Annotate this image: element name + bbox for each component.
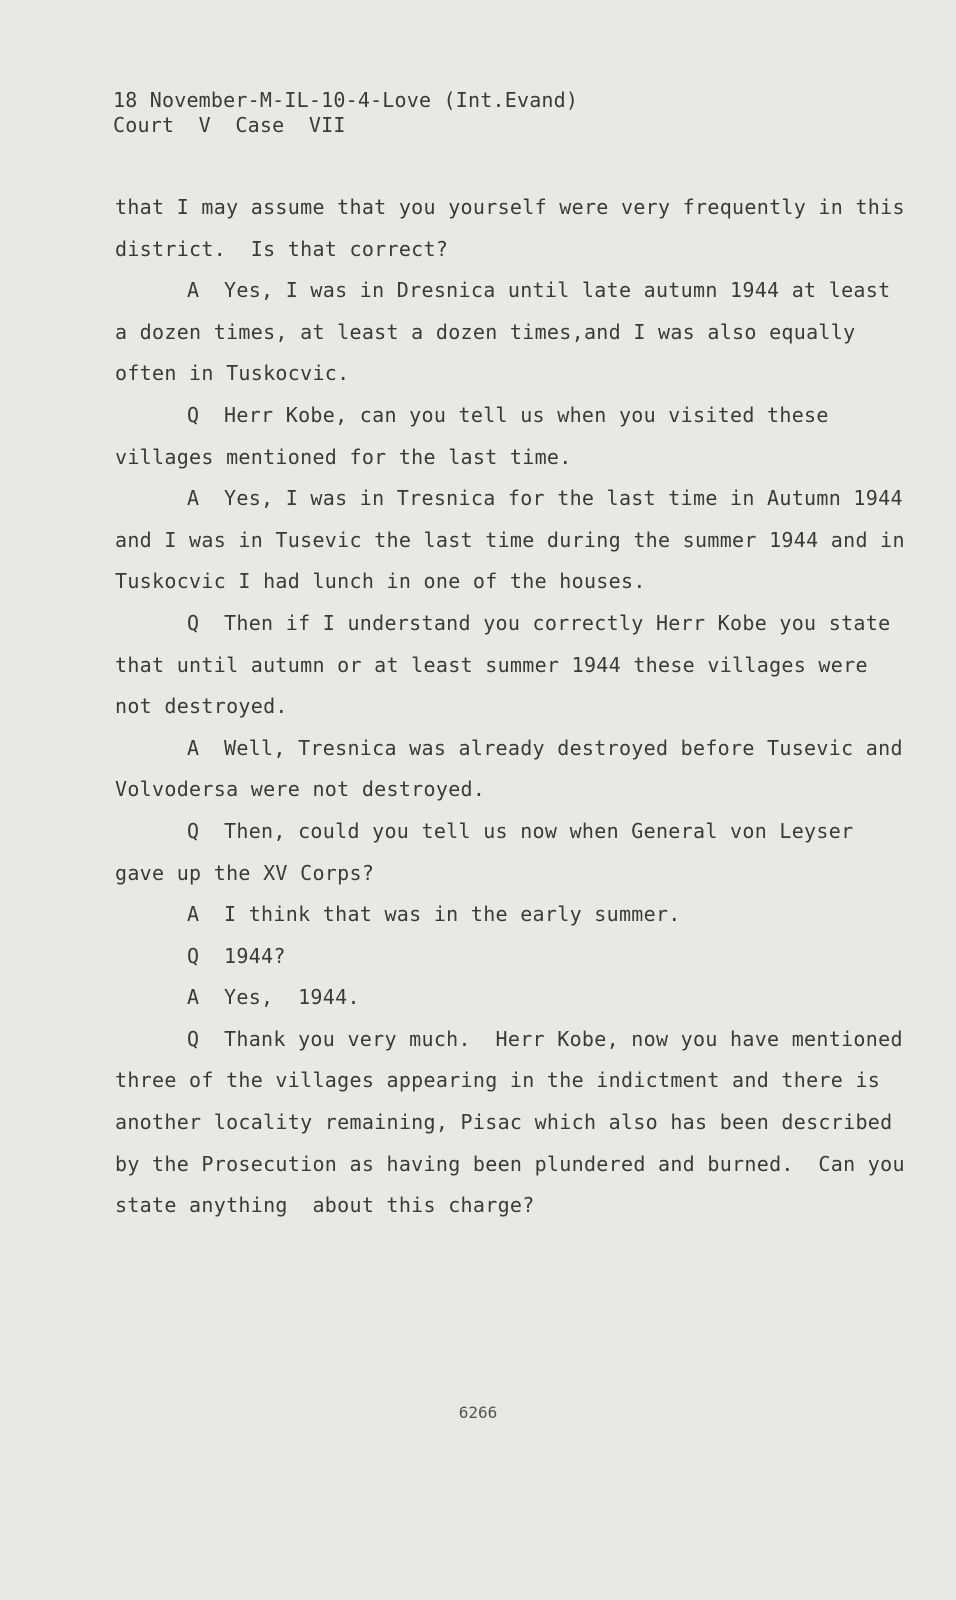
paragraph-text: Then, could you tell us now when General von Leyser gave up the XV Corps? bbox=[115, 818, 866, 885]
transcript-answer bbox=[115, 728, 916, 811]
header-line-2: Court V Case VII bbox=[113, 113, 346, 137]
transcript-answer bbox=[115, 977, 905, 1019]
speaker-marker: A bbox=[187, 486, 200, 511]
transcript-answer bbox=[115, 894, 905, 936]
transcript-question bbox=[115, 395, 905, 478]
transcript-body bbox=[115, 187, 918, 1227]
header-line-1: 18 November-M-IL-10-4-Love (Int.Evand) bbox=[113, 88, 579, 112]
transcript-question bbox=[115, 1019, 918, 1227]
transcript-answer bbox=[115, 478, 918, 603]
transcript-question bbox=[115, 936, 905, 978]
speaker-marker: Q bbox=[187, 818, 200, 843]
transcript-answer bbox=[115, 270, 905, 395]
transcript-question bbox=[115, 811, 905, 894]
speaker-marker: A bbox=[187, 278, 200, 303]
paragraph-text: Yes, I was in Tresnica for the last time in Autumn 1944 and I was in Tusevic the last time during the summer 1944 and in Tuskocvic I had lunch in one of the houses. bbox=[115, 486, 918, 594]
paragraph-text: that I may assume that you yourself were very frequently in this district. Is that correct? bbox=[115, 195, 918, 261]
speaker-marker: A bbox=[187, 902, 200, 927]
paragraph-text: Then if I understand you correctly Herr Kobe you state that until autumn or at least summer 1944 these villages were not destroyed. bbox=[115, 610, 903, 719]
speaker-marker: A bbox=[187, 735, 200, 760]
speaker-marker: Q bbox=[187, 610, 200, 635]
paragraph-text: Thank you very much. Herr Kobe, now you have mentioned three of the villages appearing in the indictment and there is another locality remaining, Pisac which also has been described by the Prosecution as having been plundered and burned. Can you state anything about this charge? bbox=[115, 1026, 918, 1218]
speaker-marker: A bbox=[187, 985, 200, 1010]
paragraph-text: Herr Kobe, can you tell us when you visited these villages mentioned for the last time. bbox=[115, 402, 842, 469]
speaker-marker: Q bbox=[187, 943, 200, 968]
speaker-marker: Q bbox=[187, 1026, 200, 1051]
paragraph-text: 1944? bbox=[224, 943, 286, 968]
document-header bbox=[113, 88, 578, 138]
paragraph-text: Yes, 1944. bbox=[224, 985, 360, 1010]
transcript-question bbox=[115, 603, 905, 728]
paragraph-text: Yes, I was in Dresnica until late autumn 1944 at least a dozen times, at least a dozen times,and I was also equally often in Tuskocvic. bbox=[115, 278, 903, 386]
page-number: 6266 bbox=[458, 1403, 498, 1422]
transcript-paragraph bbox=[115, 187, 918, 270]
paragraph-text: I think that was in the early summer. bbox=[224, 902, 681, 927]
paragraph-text: Well, Tresnica was already destroyed before Tusevic and Volvodersa were not destroyed. bbox=[115, 735, 916, 802]
speaker-marker: Q bbox=[187, 402, 200, 427]
